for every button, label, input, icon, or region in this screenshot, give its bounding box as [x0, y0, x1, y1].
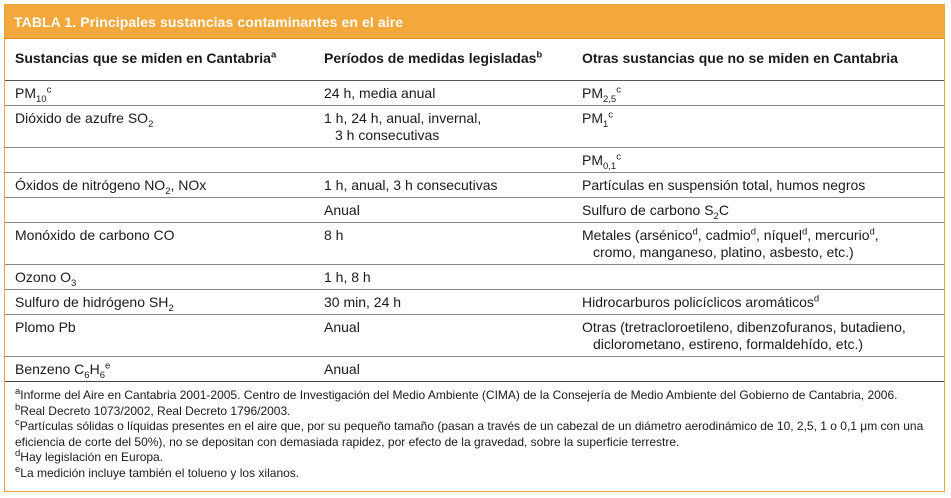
- pollutants-table-figure: [4, 4, 945, 492]
- cell-other-substance: [572, 265, 944, 290]
- table-row: [5, 148, 944, 173]
- footnote: $^b$Real Decreto 1073/2002, Real Decreto 1796/2003.: [15, 401, 291, 418]
- cell-period: [310, 148, 572, 173]
- cell-other-substance: $PM_{2,5}^c$: [572, 81, 944, 106]
- cell-substance: [5, 198, 310, 223]
- table-footnotes: [5, 382, 944, 482]
- cell-substance: Monóxido de carbono CO: [5, 223, 310, 265]
- cell-substance: $PM_{10}^c$: [5, 81, 310, 106]
- cell-other-substance: Metales (arsénico$^d$, cadmio$^d$, níquel$^d$, mercurio$^d$, cromo, manganeso, platino, asbesto, etc.): [572, 223, 944, 265]
- cell-period: 1 h, anual, 3 h consecutivas: [310, 173, 572, 198]
- table-title-bar: [5, 5, 944, 39]
- footnote: $^c$Partículas sólidas o líquidas presentes en el aire que, por su pequeño tamaño (pasan a través de un cabezal de un diámetro aerodinámico de 10, 2,5, 1 o 0,1 μm con una eficiencia de corte del 50%), no se depositan con demasiada rapidez, por efecto de la gravedad, sobre la superficie terrestre.: [15, 417, 924, 449]
- table-row: [5, 223, 944, 265]
- cell-substance: Óxidos de nitrógeno $NO_2$, NOx: [5, 173, 310, 198]
- cell-period: 1 h, 8 h: [310, 265, 572, 290]
- footnote: $^e$La medición incluye también el tolueno y los xilanos.: [15, 463, 300, 480]
- table-row: [5, 265, 944, 290]
- cell-period: Anual: [310, 357, 572, 382]
- cell-substance: Ozono $O_3$: [5, 265, 310, 290]
- cell-other-substance: [572, 357, 944, 382]
- pollutants-table: [5, 39, 944, 382]
- cell-period: Anual: [310, 315, 572, 357]
- table-row: [5, 106, 944, 148]
- cell-period: 24 h, media anual: [310, 81, 572, 106]
- header-measured-substances: Sustancias que se miden en Cantabria$^a$: [5, 39, 310, 81]
- cell-other-substance: Sulfuro de carbono $S_2C$: [572, 198, 944, 223]
- cell-other-substance: Partículas en suspensión total, humos negros: [572, 173, 944, 198]
- cell-substance: Dióxido de azufre $SO_2$: [5, 106, 310, 148]
- table-row: [5, 173, 944, 198]
- table-row: [5, 357, 944, 382]
- cell-period: Anual: [310, 198, 572, 223]
- footnote: $^a$Informe del Aire en Cantabria 2001-2005. Centro de Investigación del Medio Ambiente (CIMA) de la Consejería de Medio Ambiente del Gobierno de Cantabria, 2006.: [15, 386, 898, 402]
- cell-other-substance: $PM_1^c$: [572, 106, 944, 148]
- table-title: TABLA 1. Principales sustancias contaminantes en el aire: [14, 13, 404, 30]
- cell-other-substance: Otras (tretracloroetileno, dibenzofuranos, butadieno, diclorometano, estireno, formaldehído, etc.): [572, 315, 944, 357]
- cell-substance: Sulfuro de hidrógeno $SH_2$: [5, 290, 310, 315]
- cell-substance: [5, 148, 310, 173]
- table-row: [5, 315, 944, 357]
- cell-other-substance: $PM_{0,1}^c$: [572, 148, 944, 173]
- table-row: [5, 290, 944, 315]
- footnote: $^d$Hay legislación en Europa.: [15, 448, 164, 465]
- table-row: [5, 198, 944, 223]
- cell-period: 30 min, 24 h: [310, 290, 572, 315]
- cell-period: 1 h, 24 h, anual, invernal, 3 h consecutivas: [310, 106, 572, 148]
- table-row: [5, 81, 944, 106]
- header-legislated-periods: Períodos de medidas legisladas$^b$: [310, 39, 572, 81]
- cell-period: 8 h: [310, 223, 572, 265]
- cell-substance: Benzeno $C_6H_6^e$: [5, 357, 310, 382]
- header-row: [5, 39, 944, 81]
- cell-other-substance: Hidrocarburos policíclicos aromáticos$^d$: [572, 290, 944, 315]
- header-other-substances: Otras sustancias que no se miden en Cantabria: [572, 39, 944, 81]
- cell-substance: Plomo Pb: [5, 315, 310, 357]
